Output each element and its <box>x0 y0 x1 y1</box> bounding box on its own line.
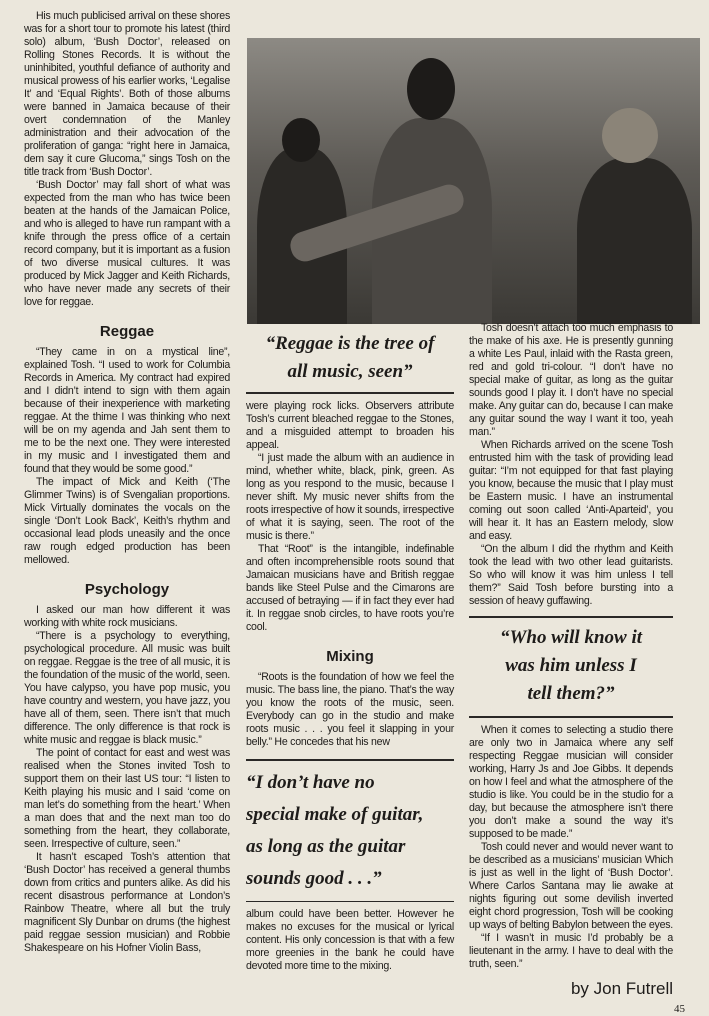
paragraph: When Richards arrived on the scene Tosh entrusted him with the task of providing lead guitar: “I’m not equipped for that fast playing you know, because the music that I play must be Eastern music. I have an instrumental coming out soon called ‘Anti-Aparteid’, you will hear it. It has an Eastern melody, slow and easy. <box>469 439 673 542</box>
divider <box>246 392 454 394</box>
column-2 <box>246 330 454 973</box>
pull-quote-line: “I don’t have no <box>246 772 375 793</box>
band-photo <box>247 38 700 324</box>
divider <box>469 716 673 718</box>
paragraph: “On the album I did the rhythm and Keith took the lead with two other lead guitarists. So who will know it was him unless I tell them?” Said Tosh before bursting into a session of heavy guffawing. <box>469 543 673 607</box>
divider <box>246 901 454 902</box>
paragraph: “There is a psychology to everything, psychological procedure. All music was built on reggae. Reggae is the tree of all music, it is the foundation of the music of the world, seen. You have calypso, you have pop music, you have country and western, you have jazz, you have all of them, seen. There isn’t that much difference. The only difference is that rock is white music and reggae is black music.” <box>24 630 230 746</box>
section-heading-reggae: Reggae <box>99 323 155 340</box>
column-1 <box>24 10 230 955</box>
pull-quote-text: “Reggae is the tree of all music, seen” <box>265 333 435 382</box>
section-heading-mixing: Mixing <box>326 648 374 665</box>
paragraph: “Roots is the foundation of how we feel the music. The bass line, the piano. That’s the way you know the roots of the music, seen. Everybody can go in the studio and make roots music . . . you feel it slapping in your belly.” He concedes that his new <box>246 671 454 748</box>
paragraph: were playing rock licks. Observers attribute Tosh’s current bleached reggae to the Stones, and a misguided attempt to broaden his appeal. <box>246 400 454 451</box>
paragraph: “If I wasn’t in music I’d probably be a lieutenant in the army. I have to deal with the truth, seen.” <box>469 932 673 970</box>
pull-quote-line: special make of guitar, <box>246 804 424 825</box>
pull-quote-2 <box>246 759 454 902</box>
pull-quote-line: as long as the guitar <box>246 836 406 857</box>
paragraph: It hasn’t escaped Tosh’s attention that ‘Bush Doctor’ has received a general thumbs down from critics and punters alike. As did his recent disastrous performance at London’s Rainbow Theatre, where all but the truly magnificent Sly Dunbar on drums (the highest paid reggae session musician) and Robbie Shakespeare on his Hofner Violin Bass, <box>24 851 230 954</box>
pull-quote-line: was him unless I <box>505 655 637 676</box>
paragraph: His much publicised arrival on these shores was for a short tour to promote his latest (third solo) album, ‘Bush Doctor’, released on Rolling Stones Records. It is without the uninhibited, youthful defiance of authority and musical prowess of his earlier works, ‘Legalise It’ and ‘Equal Rights’. Both of those albums were banned in Jamaica because of their overt condemnation of the Manley administration and their advocation of the proliferation of ganga: “right here in Jamaica, dem say it cure Glucoma,” sings Tosh on the title track from ‘Bush Doctor’. <box>24 10 230 178</box>
page-number: 45 <box>674 1003 685 1015</box>
column-3 <box>469 322 685 1016</box>
paragraph: That “Root” is the intangible, indefinable and often incomprehensible roots sound that Jamaican musicians have and British reggae bands like Steel Pulse and the Cimarons are accused of betraying — if in fact they ever had it. In reggae snob circles, to have roots you’re cool. <box>246 543 454 633</box>
paragraph: “I just made the album with an audience in mind, whether white, black, pink, green. As long as you respond to the music, because I never shift. My music never shifts from the roots irrespective of how it sounds, irrespective of what it is saying, seen. The root of the music is there.” <box>246 452 454 542</box>
paragraph: ‘Bush Doctor’ may fall short of what was expected from the man who has twice been beaten at the hands of the Jamaican Police, and who is alleged to have run rampant with a knife through the press office of a certain record company, but it is important as a fusion of two diverse musical cultures. It was produced by Mick Jagger and Keith Richards, who have never made any secrets of their love for reggae. <box>24 179 230 308</box>
paragraph: album could have been better. However he makes no excuses for the musical or lyrical content. His only concession is that with a few more greenies in the bank he could have devoted more time to the mixing. <box>246 908 454 972</box>
paragraph: Tosh could never and would never want to be described as a musicians’ musician Which is just as well in the light of ‘Bush Doctor’. Where Carlos Santana may lie awake at nights figuring out some devilish inverted eight chord progression, Tosh will be cooking up ways of belting Babylon between the eyes. <box>469 841 673 931</box>
paragraph: The impact of Mick and Keith (‘The Glimmer Twins) is of Svengalian proportions. Mick Virtually dominates the vocals on the single ‘Don’t Look Back’, Keith’s rhythm and occasional lead plods uneasily and the once raw rough edged production has been mellowed. <box>24 476 230 566</box>
pull-quote-1 <box>246 330 454 394</box>
pull-quote-3 <box>469 616 673 718</box>
paragraph: Tosh doesn’t attach too much emphasis to the make of his axe. He is presently gunning a white Les Paul, inlaid with the Rasta green, red and gold tri-colour. “I don’t have no special make of guitar, as long as the guitar sounds good I play it. I don’t have no special make. Any guitar can do, because I can make any guitar sound the way I want it too, yeah man.” <box>469 322 673 438</box>
paragraph: The point of contact for east and west was realised when the Stones invited Tosh to support them on their last US tour: “I listen to Keith playing his music and I said ‘come on man let’s do something from the heart.’ When a man does that and the next man too do something from the heart, they collaborate, seen. Irrespective of culture, seen.” <box>24 747 230 850</box>
byline: by Jon Futrell <box>570 979 673 998</box>
pull-quote-line: “Who will know it <box>499 627 643 648</box>
paragraph: When it comes to selecting a studio there are only two in Jamaica where any self respecting Reggae musician will consider working, Harry Js and Joe Gibbs. It depends on how I feel and what the atmosphere of the studio is like. You could be in the studio for a day, but because the atmosphere isn’t there you don’t make a sound the way it’s supposed to be made.” <box>469 724 673 840</box>
paragraph: I asked our man how different it was working with white rock musicians. <box>24 604 230 629</box>
section-heading-psychology: Psychology <box>84 581 170 598</box>
pull-quote-line: tell them?” <box>527 683 615 704</box>
paragraph: “They came in on a mystical line”, explained Tosh. “I used to work for Columbia Records in America. My contract had expired and I didn’t intend to sign with them again because of their inexperience with marketing reggae. At the thime I was thinking who next will be on my agenda and Jah sent them to me to be the next one. They were interested in my music and I investigated them and found that they would be some good.” <box>24 346 230 475</box>
pull-quote-line: sounds good . . .” <box>246 868 382 889</box>
